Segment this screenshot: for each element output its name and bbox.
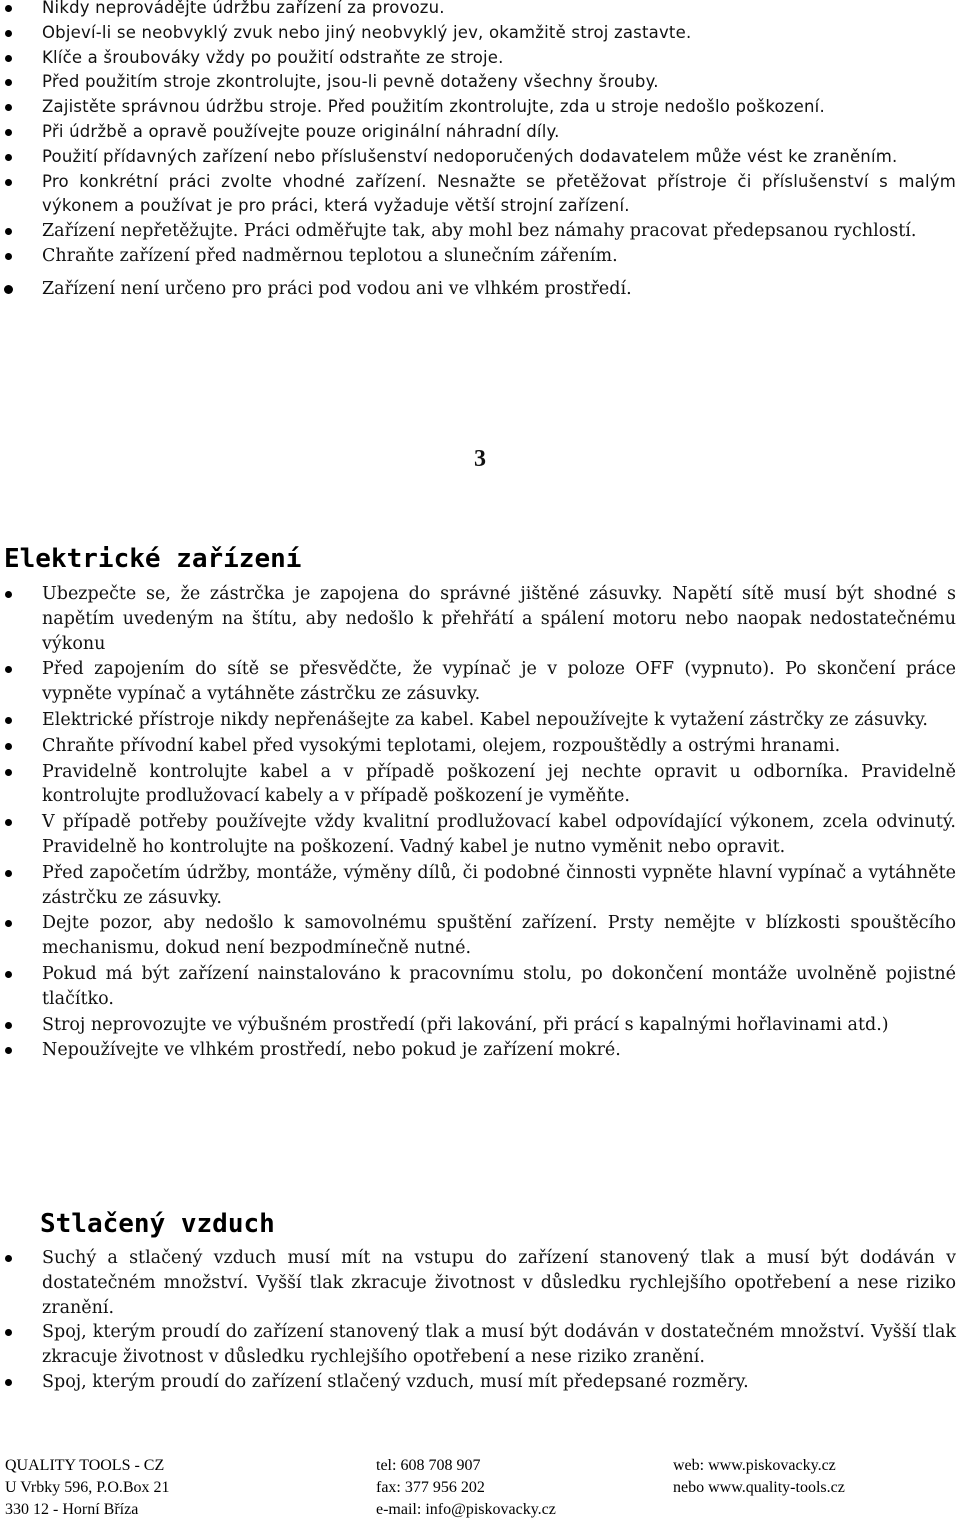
bullet-icon — [5, 129, 12, 136]
list-item-text: Zařízení není určeno pro práci pod vodou ani ve vlhkém prostředí. — [42, 278, 632, 299]
bullet-icon — [5, 154, 12, 161]
list-item — [0, 219, 960, 244]
list-item-text: Pro konkrétní práci zvolte vhodné zařízení. Nesnažte se přetěžovat přístroje či příslušenství s malým výkonem a používat je pro práci, která vyžaduje větší strojní zařízení. — [42, 171, 956, 216]
footer-email[interactable]: e-mail: info@piskovacky.cz — [376, 1501, 556, 1518]
list-item-text: Před použitím stroje zkontrolujte, jsou-li pevně dotaženy všechny šrouby. — [42, 72, 659, 92]
list-item — [0, 1320, 960, 1370]
list-item-text: Chraňte zařízení před nadměrnou teplotou a slunečním zářením. — [42, 245, 618, 266]
list-item-text: Stroj neprovozujte ve výbušném prostředí (při lakování, při prácí s kapalnými hořlavinami atd.) — [42, 1014, 889, 1035]
list-item — [0, 1370, 960, 1395]
compressed-air-list — [0, 1246, 960, 1395]
list-item-text: Ubezpečte se, že zástrčka je zapojena do správné jištěné zásuvky. Napětí sítě musí být shodné s napětím uvedeným na štítu, aby nedošlo k přehřátí a spálení motoru nebo naopak nedostatečnému výkonu — [42, 584, 956, 654]
list-item-text: Objeví-li se neobvyklý zvuk nebo jiný neobvyklý jev, okamžitě stroj zastavte. — [42, 22, 692, 42]
list-item-text: Pokud má být zařízení nainstalováno k pracovnímu stolu, po dokončení montáže uvolněně pojistné tlačítko. — [42, 963, 956, 1009]
list-item-text: Při údržbě a opravě používejte pouze originální náhradní díly. — [42, 121, 560, 141]
bullet-icon — [5, 920, 12, 927]
bullet-icon — [5, 55, 12, 62]
bullet-icon — [5, 1255, 12, 1262]
bullet-icon — [5, 743, 12, 750]
bullet-icon — [5, 30, 12, 37]
list-item — [0, 582, 960, 656]
list-item-text: Před započetím údržby, montáže, výměny dílů, či podobné činnosti vypněte hlavní vypínač a vytáhněte zástrčku ze zásuvky. — [42, 862, 956, 908]
section-heading-electrical: Elektrické zařízení — [4, 544, 302, 574]
list-item-text: Klíče a šroubováky vždy po použití odstraňte ze stroje. — [42, 47, 504, 67]
footer-web-link[interactable]: web: www.piskovacky.cz — [673, 1457, 836, 1474]
footer-fax: fax: 377 956 202 — [376, 1479, 485, 1496]
bullet-icon — [5, 5, 12, 12]
list-item — [0, 244, 960, 269]
list-item — [0, 861, 960, 911]
footer-tel: tel: 608 708 907 — [376, 1457, 481, 1474]
list-item — [0, 734, 960, 759]
bullet-icon — [5, 819, 12, 826]
list-item — [0, 1013, 960, 1038]
footer-contact — [376, 1455, 556, 1521]
list-item-text: V případě potřeby používejte vždy kvalitní prodlužovací kabel odpovídající výkonem, zcela odvinutý. Pravidelně ho kontrolujte na poškození. Vadný kabel je nutno vyměnit nebo opravit. — [42, 812, 956, 857]
list-item — [0, 277, 960, 302]
list-item-text: Chraňte přívodní kabel před vysokými teplotami, olejem, rozpouštědly a ostrými hranami. — [42, 735, 841, 756]
list-item-text: Nepoužívejte ve vlhkém prostředí, nebo pokud je zařízení mokré. — [42, 1040, 621, 1061]
footer-web-link-alt[interactable]: nebo www.quality-tools.cz — [673, 1479, 845, 1496]
list-item — [0, 760, 960, 810]
list-item-text: Pravidelně kontrolujte kabel a v případě poškození jej nechte opravit u odborníka. Pravidelně kontrolujte prodlužovací kabely a v případě poškození je vyměňte. — [42, 761, 956, 807]
footer — [0, 1455, 960, 1521]
bullet-icon — [5, 79, 12, 86]
list-item-text: Spoj, kterým proudí do zařízení stlačený vzduch, musí mít předepsané rozměry. — [42, 1371, 749, 1392]
list-item — [0, 657, 960, 707]
list-item — [0, 911, 960, 961]
footer-address — [5, 1455, 170, 1521]
list-item — [0, 1246, 960, 1320]
bullet-icon — [5, 769, 12, 776]
list-item-text: Před zapojením do sítě se přesvědčte, že vypínač je v poloze OFF (vypnuto). Po skončení práce vypněte vypínač a vytáhněte zástrčku ze zásuvky. — [42, 659, 956, 705]
list-item — [0, 145, 960, 170]
list-item — [0, 95, 960, 120]
list-item — [0, 1038, 960, 1063]
bullet-icon — [4, 285, 13, 294]
list-item-text: Spoj, kterým proudí do zařízení stanovený tlak a musí být dodáván v dostatečném množství. Vyšší tlak zkracuje životnost v důsledku rychlejšího opotřebení a nese riziko zranění. — [42, 1322, 956, 1368]
bullet-icon — [5, 1329, 12, 1336]
list-item — [0, 120, 960, 145]
bullet-icon — [5, 104, 12, 111]
list-item-text: Dejte pozor, aby nedošlo k samovolnému spuštění zařízení. Prsty nemějte v blízkosti spouštěcího mechanismu, dokud není bezpodmínečně nutné. — [42, 913, 956, 959]
bullet-icon — [5, 179, 12, 186]
list-item-text: Použití přídavných zařízení nebo příslušenství nedoporučených dodavatelem může vést ke zraněním. — [42, 146, 898, 166]
list-item — [0, 810, 960, 860]
list-item-text: Zajistěte správnou údržbu stroje. Před použitím zkontrolujte, zda u stroje nedošlo poškození. — [42, 97, 825, 117]
bullet-icon — [5, 666, 12, 673]
bullet-icon — [5, 717, 12, 724]
list-item — [0, 0, 960, 21]
page-number: 3 — [474, 446, 486, 472]
footer-city: 330 12 - Horní Bříza — [5, 1501, 139, 1518]
list-item — [0, 21, 960, 46]
bullet-icon — [5, 591, 12, 598]
footer-street: U Vrbky 596, P.O.Box 21 — [5, 1479, 170, 1496]
list-item-text: Elektrické přístroje nikdy nepřenášejte za kabel. Kabel nepoužívejte k vytažení zástrčky ze zásuvky. — [42, 709, 928, 730]
bullet-icon — [5, 1379, 12, 1386]
bullet-icon — [5, 971, 12, 978]
bullet-icon — [5, 1022, 12, 1029]
electrical-safety-list — [0, 582, 960, 1063]
footer-company: QUALITY TOOLS - CZ — [5, 1457, 165, 1474]
list-item — [0, 962, 960, 1012]
bullet-icon — [5, 228, 12, 235]
bullet-icon — [5, 1047, 12, 1054]
list-item-text: Nikdy neprovádějte údržbu zařízení za provozu. — [42, 0, 445, 17]
list-item-text: Suchý a stlačený vzduch musí mít na vstupu do zařízení stanovený tlak a musí být dodáván v dostatečném množství. Vyšší tlak zkracuje životnost v důsledku rychlejšího opotřebení a nese riziko zranění. — [42, 1248, 956, 1318]
list-item-text: Zařízení nepřetěžujte. Práci odměřujte tak, aby mohl bez námahy pracovat předepsanou rychlostí. — [42, 221, 917, 242]
maintenance-safety-list — [0, 0, 960, 302]
footer-web — [673, 1455, 845, 1499]
list-item — [0, 46, 960, 71]
bullet-icon — [5, 253, 12, 260]
list-item — [0, 170, 960, 220]
bullet-icon — [5, 870, 12, 877]
list-item — [0, 708, 960, 733]
section-heading-compressed-air: Stlačený vzduch — [40, 1209, 275, 1239]
list-item — [0, 70, 960, 95]
